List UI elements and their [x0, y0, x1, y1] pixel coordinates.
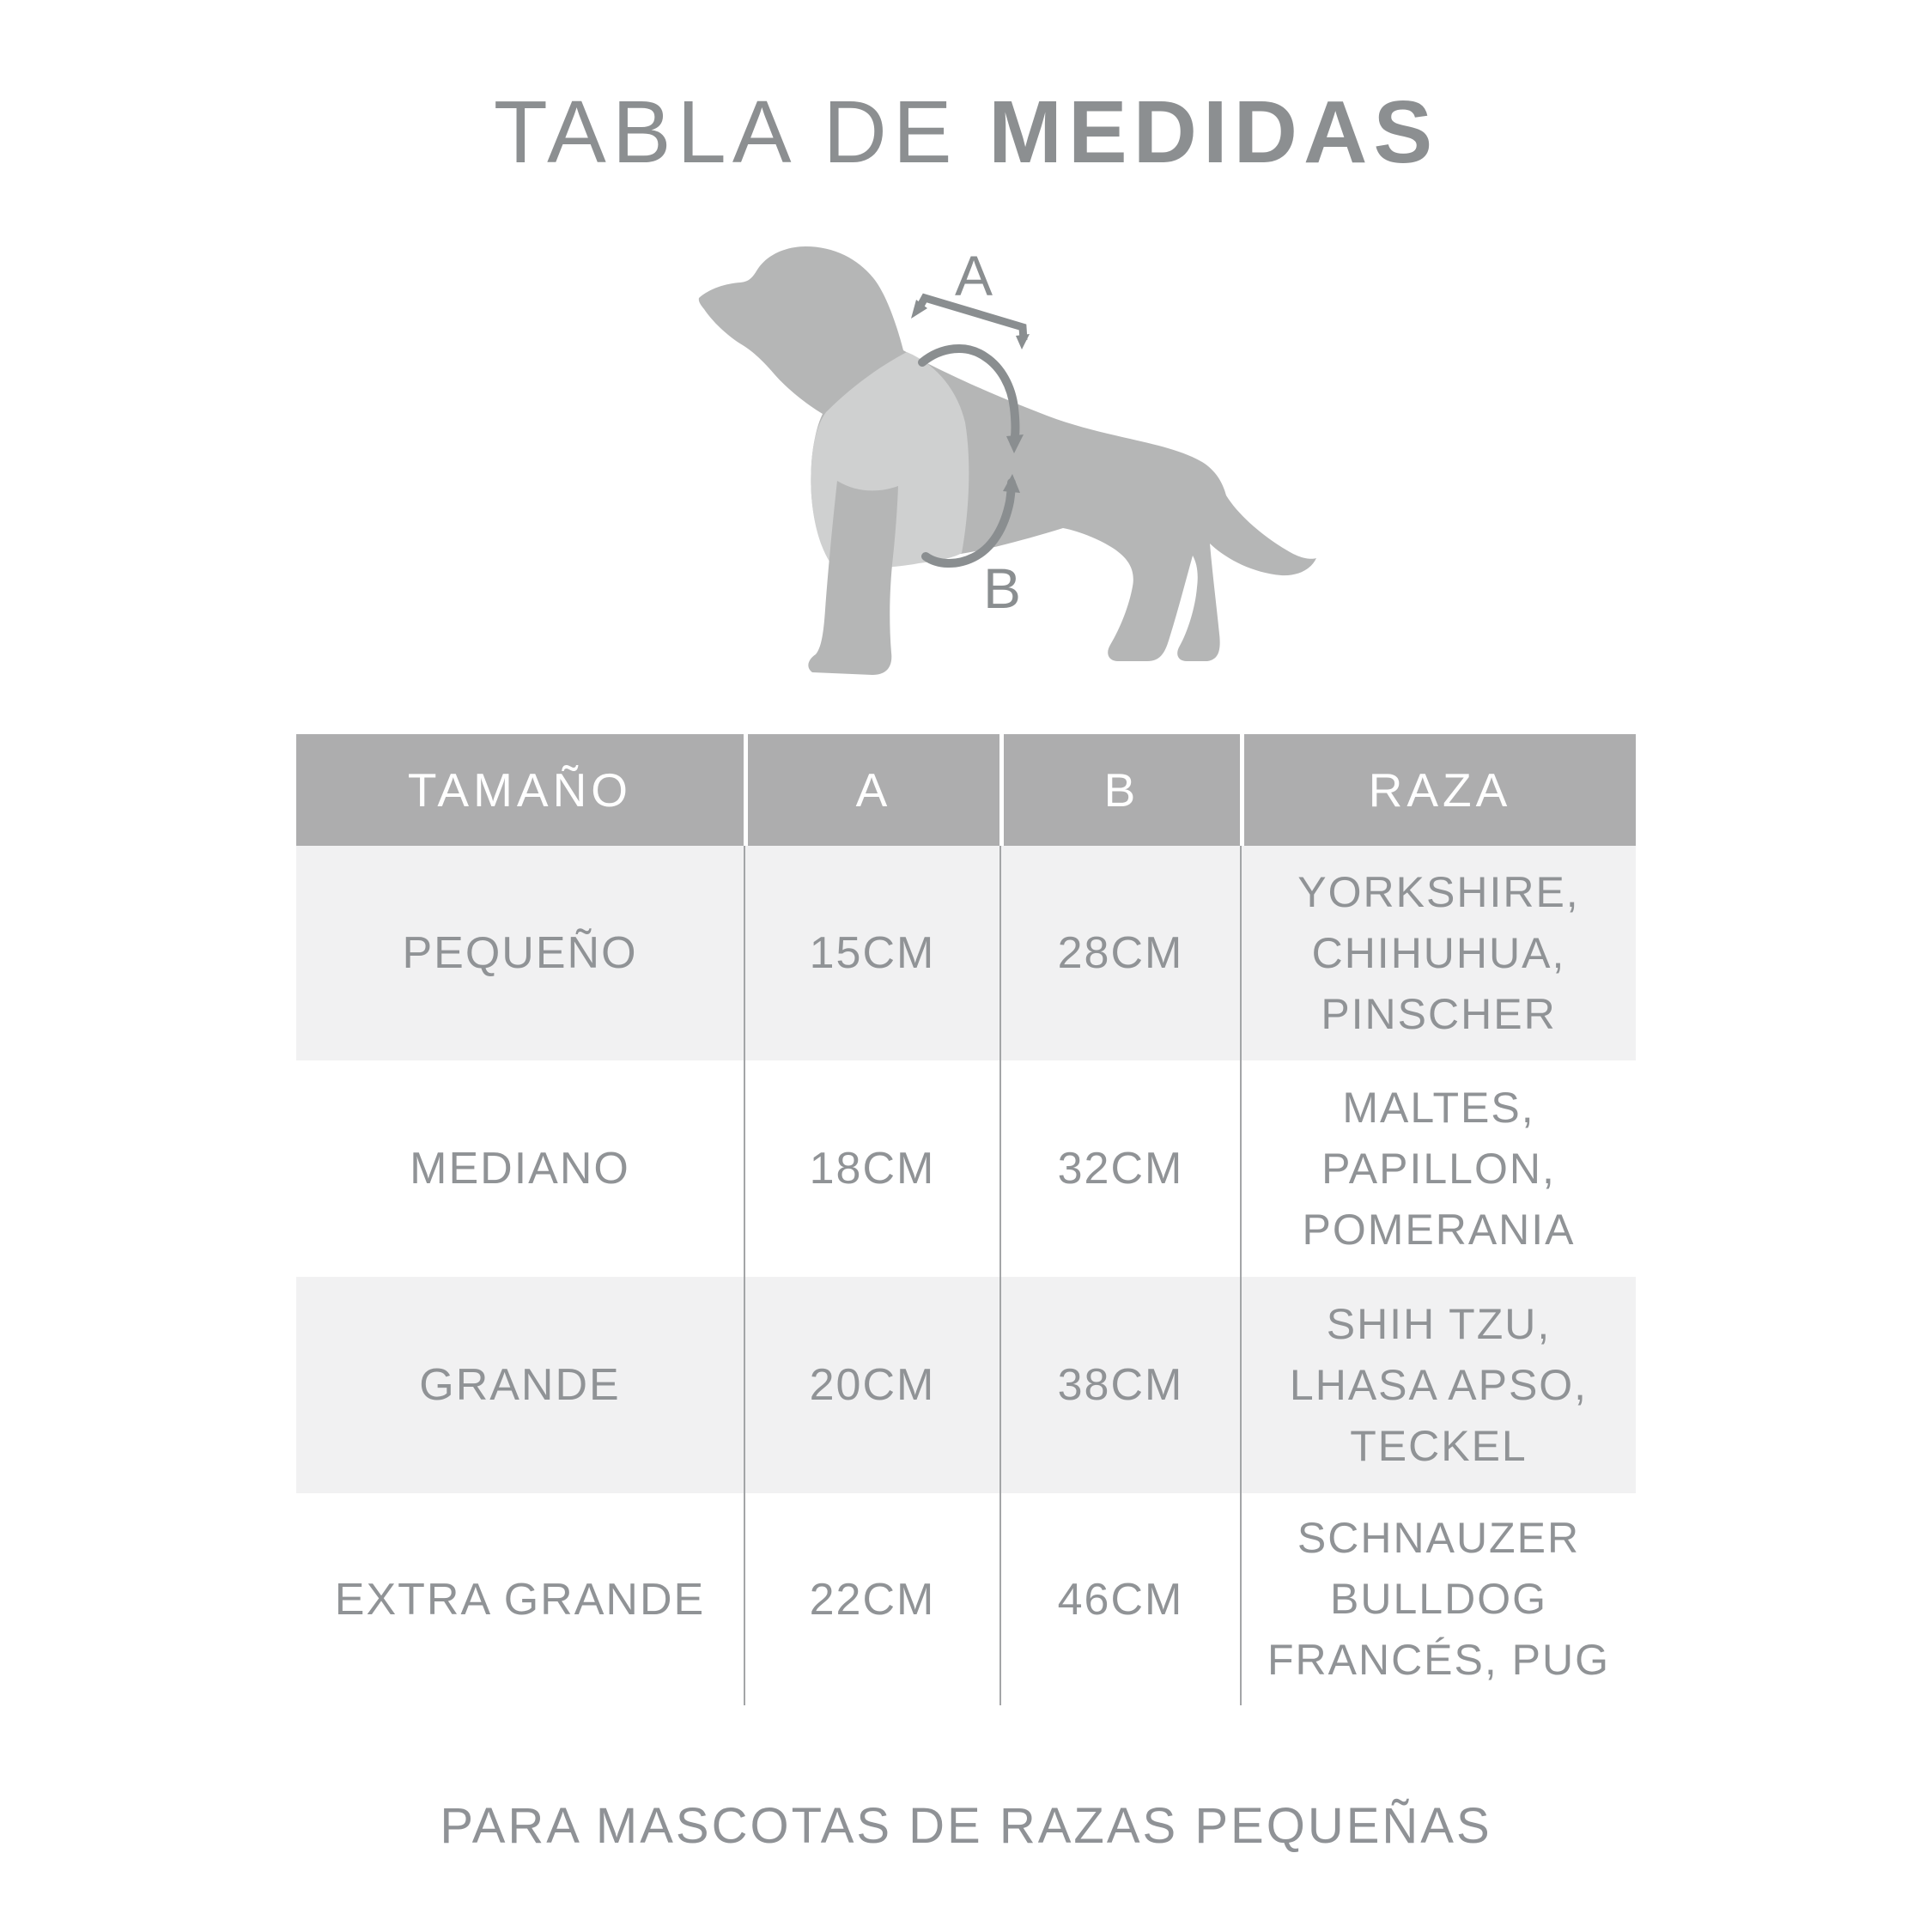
table-row-mediano — [296, 1060, 1636, 1277]
breeds-cell — [1240, 1277, 1636, 1493]
breeds-cell — [1240, 846, 1636, 1060]
a-cell: 22CM — [744, 1493, 999, 1705]
page-title — [0, 82, 1932, 183]
page-title-emphasis: MEDIDAS — [988, 82, 1439, 181]
header-cell-tamano: TAMAÑO — [296, 734, 744, 846]
size-cell: MEDIANO — [410, 1144, 630, 1194]
breeds-line: BULLDOG — [1330, 1575, 1547, 1623]
breeds-lines — [1290, 1294, 1588, 1477]
breeds-line: FRANCÉS, PUG — [1267, 1636, 1611, 1684]
size-cell: EXTRA GRANDE — [334, 1574, 706, 1625]
b-cell: 46CM — [999, 1493, 1240, 1705]
measure-a-label: A — [954, 244, 993, 307]
footer-note: PARA MASCOTAS DE RAZAS PEQUEÑAS — [440, 1798, 1492, 1854]
size-table-header — [296, 734, 1636, 846]
breeds-line: PAPILLON, — [1321, 1144, 1556, 1193]
breeds-cell — [1240, 1060, 1636, 1277]
breeds-line: YORKSHIRE, — [1297, 867, 1580, 916]
a-cell: 18CM — [744, 1060, 999, 1277]
header-cell-a: A — [744, 734, 999, 846]
breeds-line: SHIH TZU, — [1326, 1299, 1552, 1348]
size-cell: GRANDE — [419, 1360, 621, 1410]
size-table — [296, 734, 1636, 1705]
breeds-line: TECKEL — [1350, 1421, 1528, 1470]
breeds-line: LHASA APSO, — [1289, 1360, 1589, 1409]
breeds-line: SCHNAUZER — [1297, 1514, 1581, 1562]
b-cell: 28CM — [999, 846, 1240, 1060]
size-cell: PEQUEÑO — [402, 928, 638, 978]
table-row-pequeno — [296, 846, 1636, 1060]
measure-a-arrowhead-right — [1016, 334, 1030, 349]
breeds-lines — [1297, 862, 1579, 1045]
table-row-grande — [296, 1277, 1636, 1493]
header-cell-b: B — [999, 734, 1240, 846]
dog-measurement-diagram — [635, 232, 1357, 721]
breeds-line: PINSCHER — [1321, 989, 1557, 1038]
breeds-line: MALTES, — [1342, 1083, 1535, 1132]
page-title-prefix: TABLA DE — [493, 82, 958, 181]
table-row-extra-grande — [296, 1493, 1636, 1705]
breeds-cell — [1240, 1493, 1636, 1705]
breeds-lines — [1267, 1508, 1610, 1691]
b-cell: 38CM — [999, 1277, 1240, 1493]
measure-b-label: B — [982, 556, 1022, 620]
a-cell: 20CM — [744, 1277, 999, 1493]
breeds-line: CHIHUHUA, — [1311, 928, 1566, 977]
breeds-line: POMERANIA — [1302, 1205, 1576, 1254]
header-cell-raza: RAZA — [1240, 734, 1636, 846]
a-cell: 15CM — [744, 846, 999, 1060]
breeds-lines — [1302, 1078, 1575, 1261]
b-cell: 32CM — [999, 1060, 1240, 1277]
